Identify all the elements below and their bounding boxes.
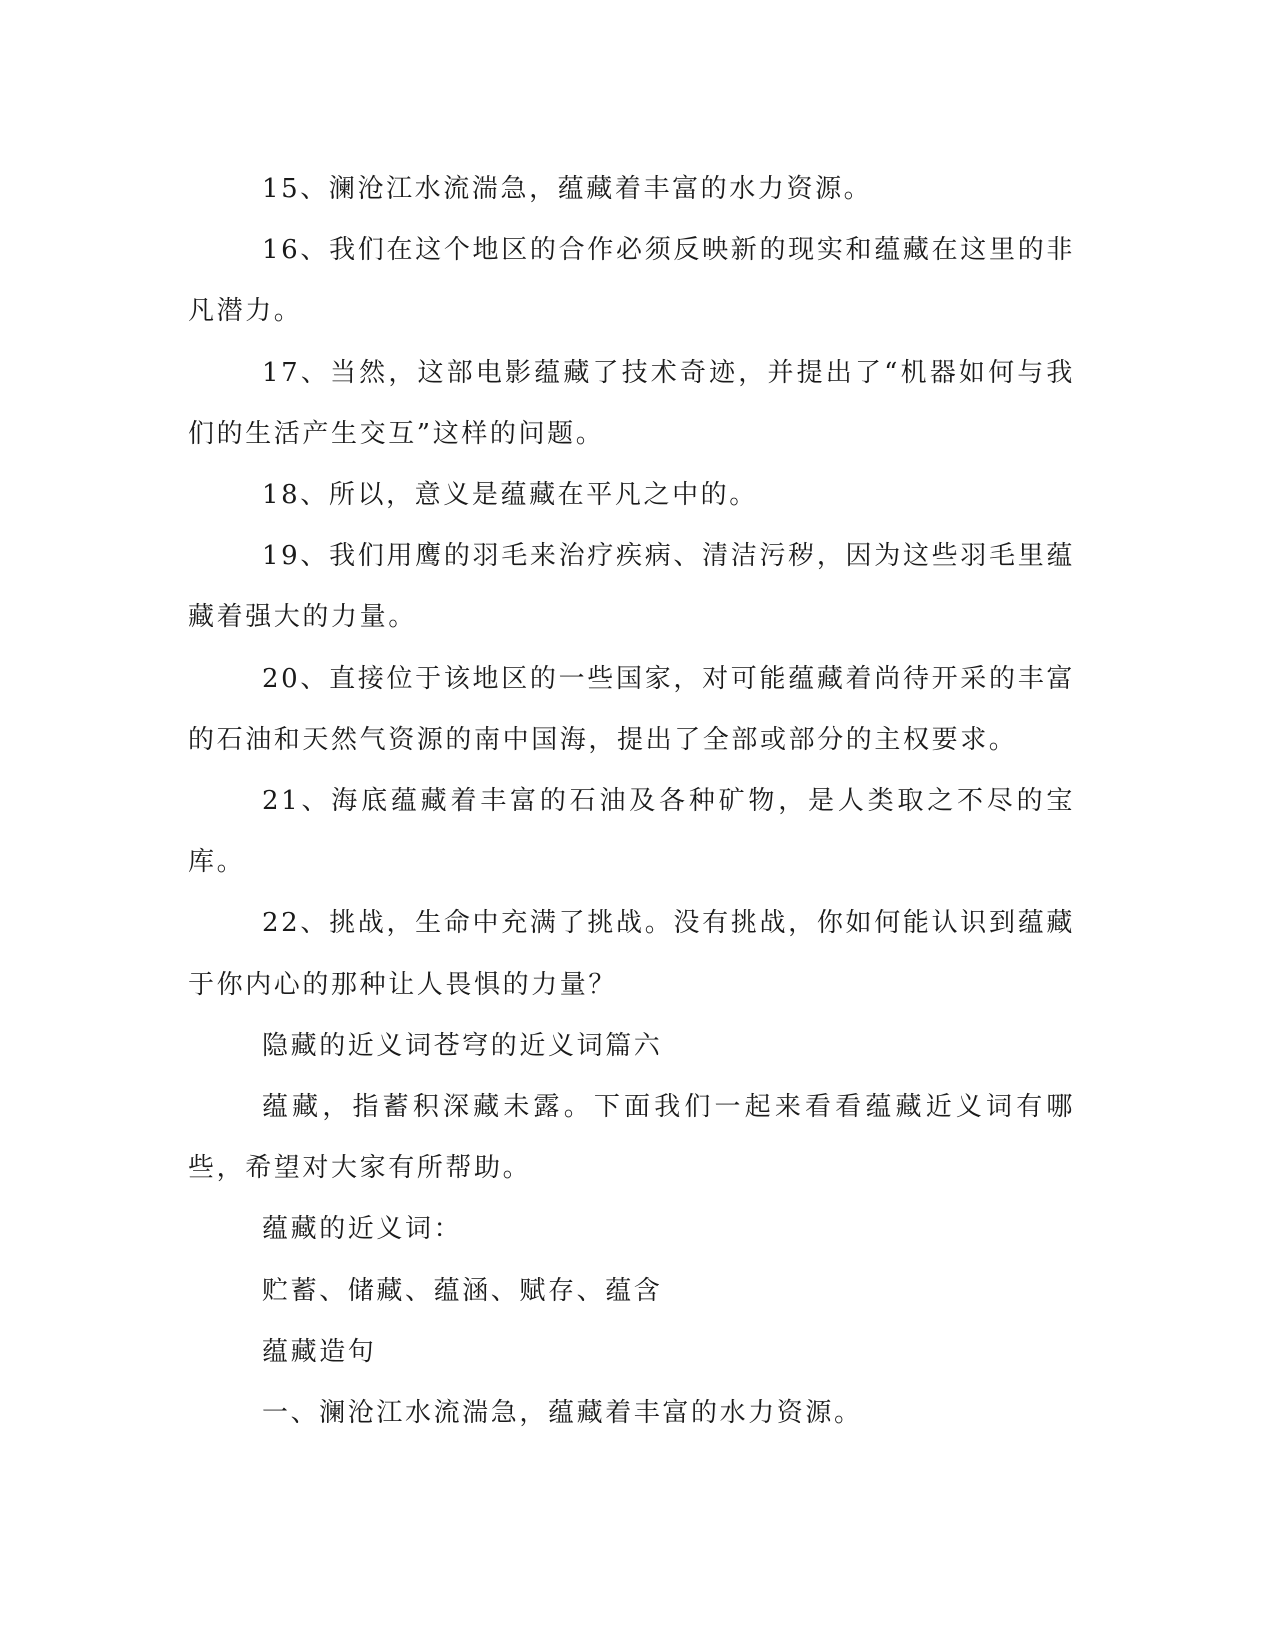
sentence-15: 15、澜沧江水流湍急，蕴藏着丰富的水力资源。 (262, 174, 873, 204)
sentence-17: 17、当然，这部电影蕴藏了技术奇迹，并提出了“机器如何与我们的生活产生交互”这样的问题。 (188, 357, 1075, 449)
sentence-20: 20、直接位于该地区的一些国家，对可能蕴藏着尚待开采的丰富的石油和天然气资源的南中国海，提出了全部或部分的主权要求。 (188, 663, 1075, 755)
sentence-16: 16、我们在这个地区的合作必须反映新的现实和蕴藏在这里的非凡潜力。 (188, 235, 1075, 327)
document-body (188, 159, 1075, 1444)
section-heading: 隐藏的近义词苍穹的近义词篇六 (262, 1030, 663, 1061)
example-sentences-heading: 蕴藏造句 (262, 1336, 377, 1367)
sentence-21: 21、海底蕴藏着丰富的石油及各种矿物，是人类取之不尽的宝库。 (188, 786, 1075, 878)
sentence-19: 19、我们用鹰的羽毛来治疗疾病、清洁污秽，因为这些羽毛里蕴藏着强大的力量。 (188, 541, 1075, 633)
example-sentence-1: 一、澜沧江水流湍急，蕴藏着丰富的水力资源。 (262, 1398, 863, 1429)
synonyms-label: 蕴藏的近义词： (262, 1214, 463, 1245)
intro-paragraph: 蕴藏，指蓄积深藏未露。下面我们一起来看看蕴藏近义词有哪些，希望对大家有所帮助。 (188, 1092, 1075, 1184)
sentence-18: 18、所以，意义是蕴藏在平凡之中的。 (262, 480, 758, 511)
sentence-22: 22、挑战，生命中充满了挑战。没有挑战，你如何能认识到蕴藏于你内心的那种让人畏惧的力量？ (188, 908, 1075, 1000)
synonyms-list: 贮蓄、储藏、蕴涵、赋存、蕴含 (262, 1275, 663, 1306)
